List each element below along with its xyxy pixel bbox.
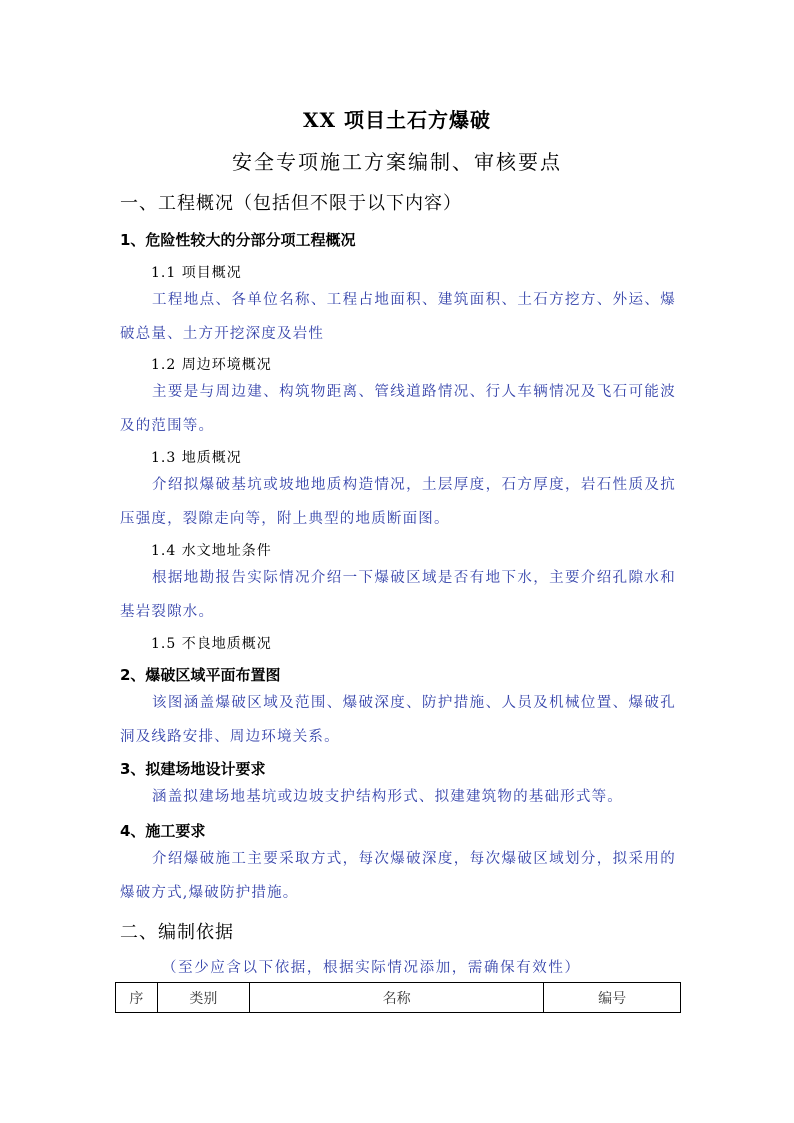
basis-table	[115, 982, 681, 1013]
subsection4-text: 介绍爆破施工主要采取方式，每次爆破深度，每次爆破区域划分，拟采用的爆破方式,爆破防护措施。	[120, 851, 676, 901]
subsection1-heading: 1、危险性较大的分部分项工程概况	[120, 231, 356, 249]
item-1-1-text: 工程地点、各单位名称、工程占地面积、建筑面积、土石方挖方、外运、爆破总量、土方开挖深度及岩性	[120, 292, 676, 342]
item-1-4-label: 1.4 水文地址条件	[151, 543, 272, 559]
section2-note: （至少应含以下依据，根据实际情况添加，需确保有效性）	[162, 960, 581, 976]
table-header-index: 序	[116, 983, 158, 1013]
section1-heading: 一、工程概况（包括但不限于以下内容）	[120, 193, 462, 214]
subsection2-heading: 2、爆破区域平面布置图	[120, 666, 281, 684]
item-1-4-text: 根据地勘报告实际情况介绍一下爆破区域是否有地下水，主要介绍孔隙水和基岩裂隙水。	[120, 570, 676, 620]
table-header-row	[116, 983, 681, 1013]
table-header-category: 类别	[157, 983, 249, 1013]
subsection2-text: 该图涵盖爆破区域及范围、爆破深度、防护措施、人员及机械位置、爆破孔洞及线路安排、周边环境关系。	[120, 695, 676, 745]
item-1-2-label: 1.2 周边环境概况	[151, 357, 272, 373]
document-title-line1: XX 项目土石方爆破	[303, 108, 491, 132]
document-title-line2: 安全专项施工方案编制、审核要点	[232, 150, 562, 174]
table-header-name: 名称	[249, 983, 543, 1013]
subsection3-text: 涵盖拟建场地基坑或边坡支护结构形式、拟建建筑物的基础形式等。	[152, 789, 623, 805]
section2-heading: 二、编制依据	[120, 922, 234, 943]
item-1-3-text: 介绍拟爆破基坑或坡地地质构造情况，土层厚度，石方厚度，岩石性质及抗压强度，裂隙走向等，附上典型的地质断面图。	[120, 477, 676, 527]
item-1-2-text: 主要是与周边建、构筑物距离、管线道路情况、行人车辆情况及飞石可能波及的范围等。	[120, 384, 676, 434]
item-1-5-label: 1.5 不良地质概况	[151, 636, 272, 652]
item-1-3-label: 1.3 地质概况	[151, 450, 242, 466]
subsection4-heading: 4、施工要求	[120, 822, 206, 840]
table-header-number: 编号	[544, 983, 681, 1013]
subsection3-heading: 3、拟建场地设计要求	[120, 760, 266, 778]
item-1-1-label: 1.1 项目概况	[151, 265, 242, 281]
